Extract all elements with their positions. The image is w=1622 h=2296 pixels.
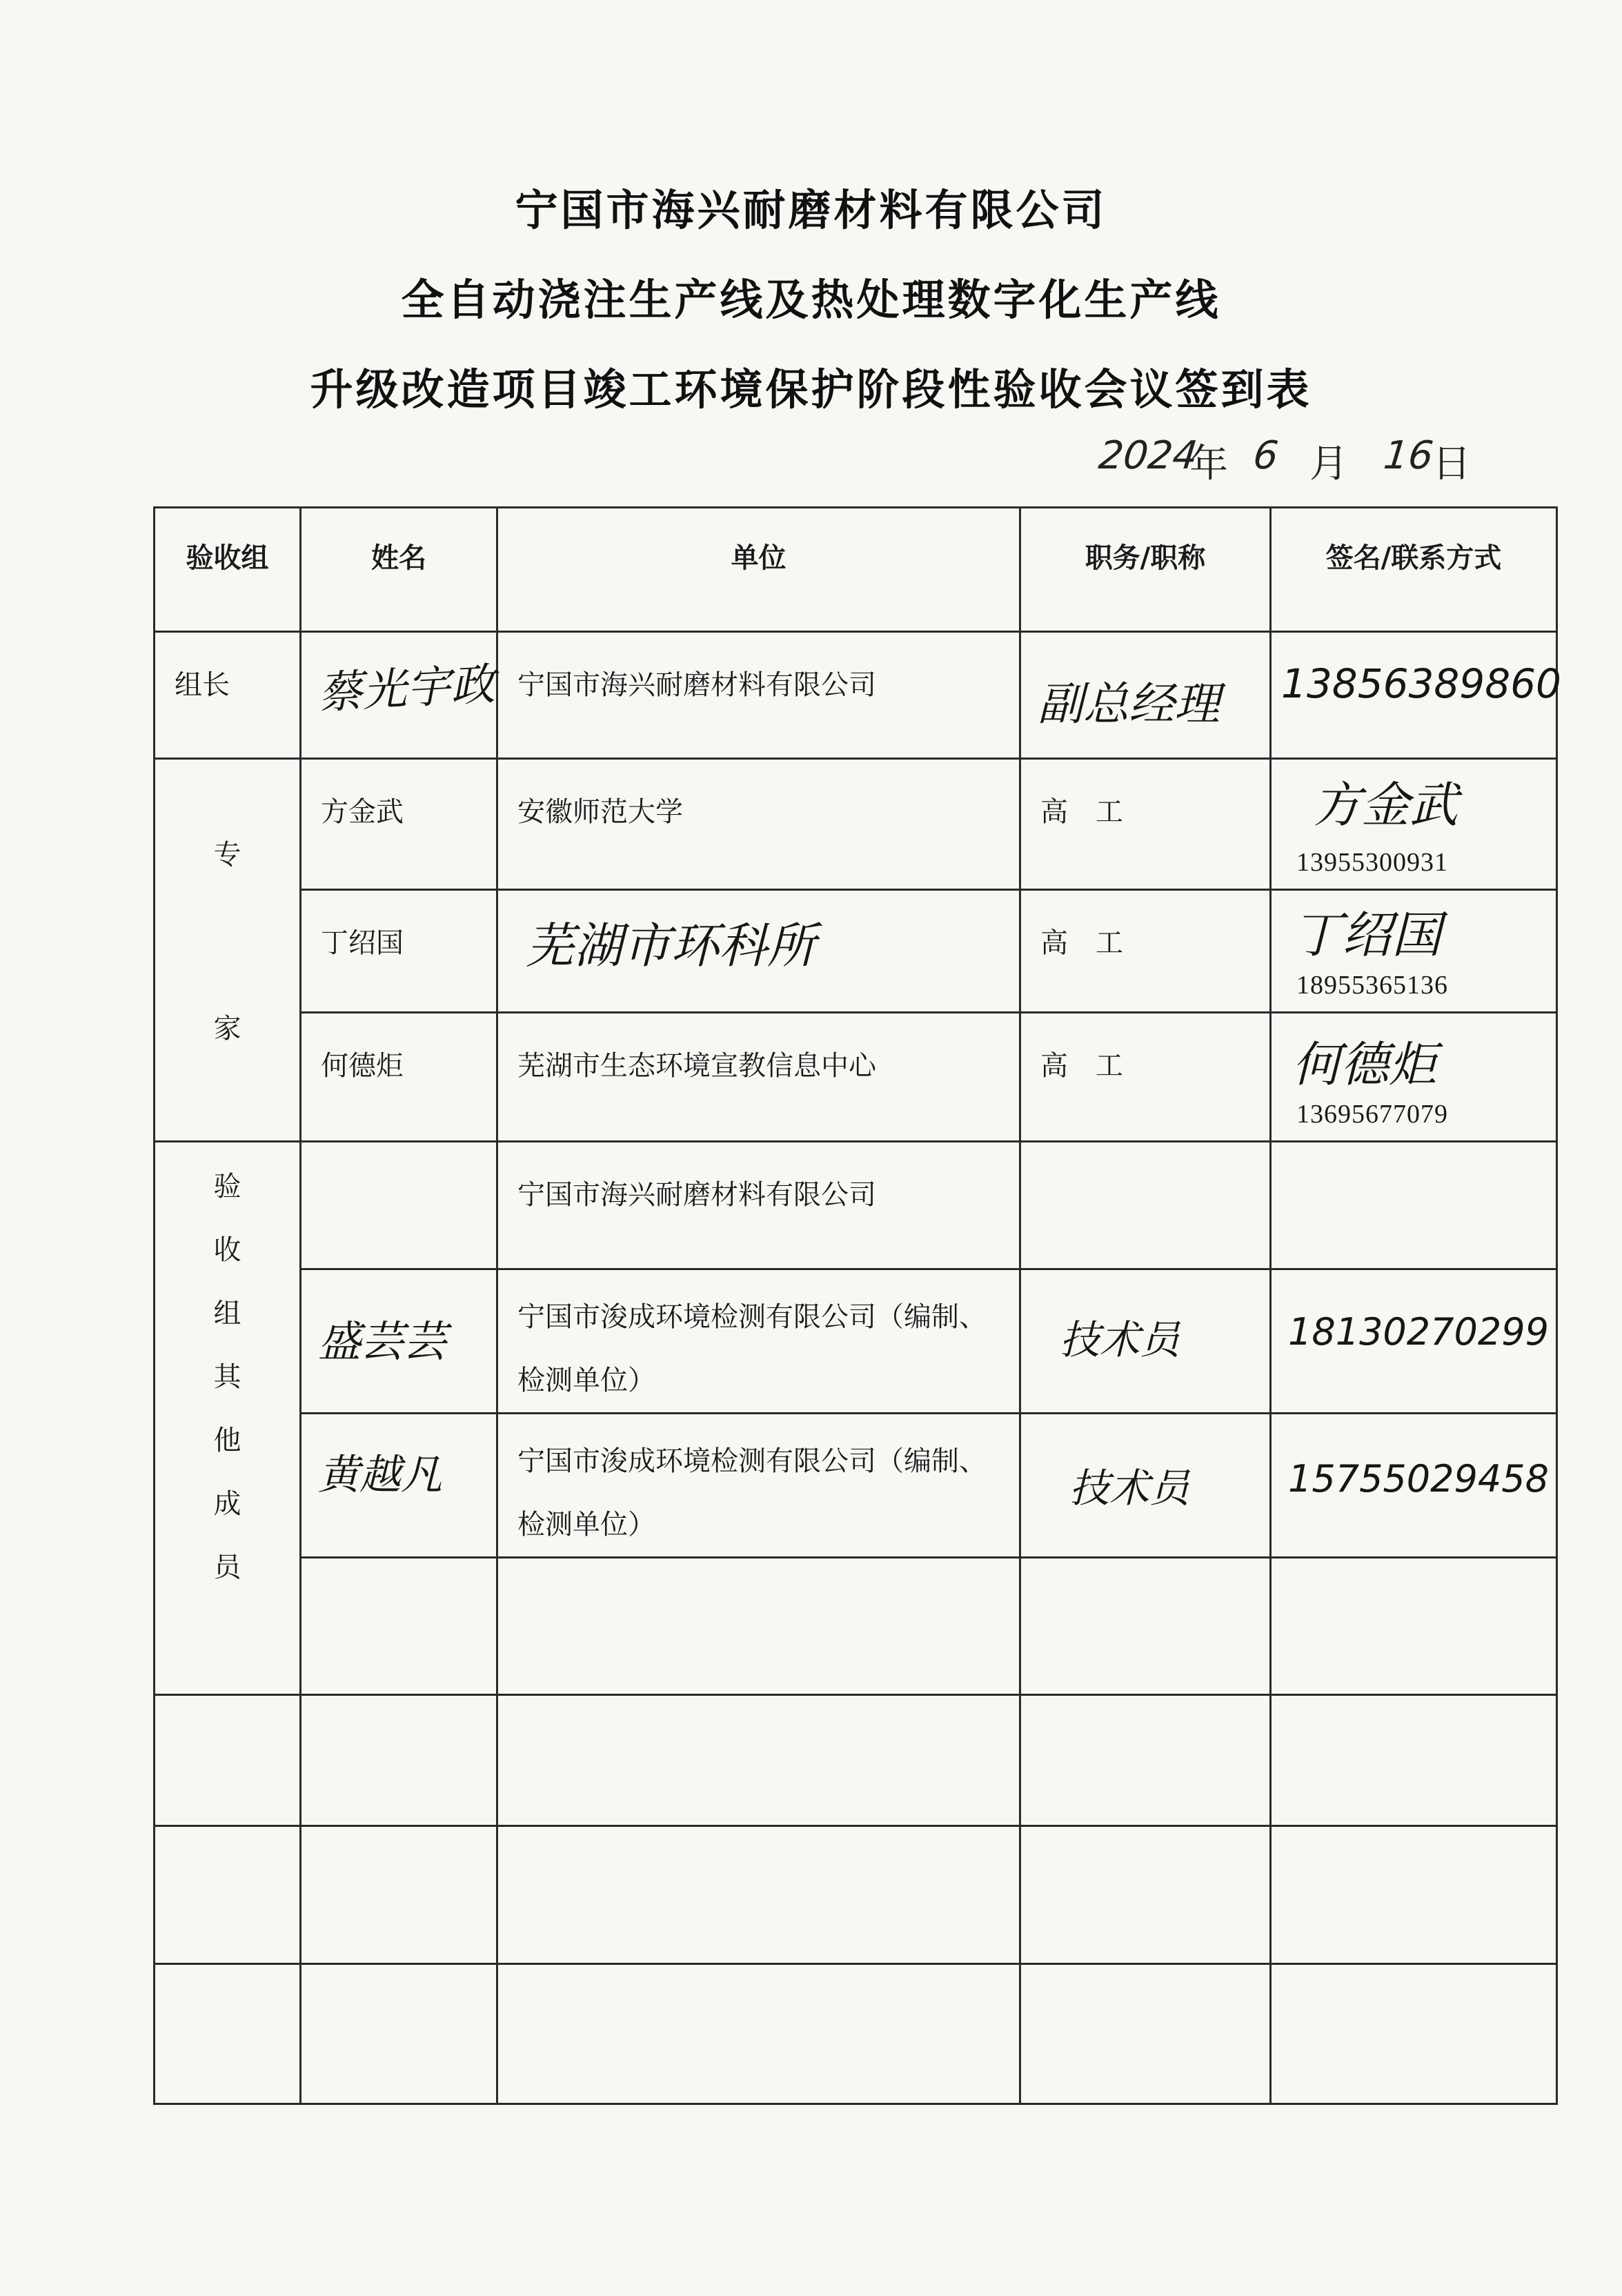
unit-text: 宁国市海兴耐磨材料有限公司 — [517, 1179, 876, 1211]
phone-text: 18955365136 — [1296, 971, 1448, 1000]
title-cell — [1020, 759, 1271, 890]
signature-cell — [1271, 1414, 1557, 1558]
unit-cell — [497, 1414, 1020, 1558]
unit-text: 芜湖市生态环境宣教信息中心 — [517, 1050, 876, 1082]
title-cell — [1020, 1013, 1271, 1142]
name-cell — [301, 1558, 497, 1695]
group-other-char-4: 其 — [213, 1361, 241, 1393]
title-text: 高 工 — [1040, 1050, 1123, 1082]
handwritten-title: 副总经理 — [1038, 677, 1220, 731]
date-day-unit: 日 — [1432, 442, 1471, 486]
unit-text: 宁国市浚成环境检测有限公司（编制、检测单位） — [517, 1445, 987, 1541]
title-cell — [1020, 1142, 1271, 1269]
sign-in-table — [153, 506, 1561, 2105]
signature-cell — [1271, 632, 1561, 759]
header-unit: 单位 — [497, 508, 1020, 632]
unit-text: 宁国市浚成环境检测有限公司（编制、检测单位） — [517, 1301, 987, 1396]
handwritten-phone: 15755029458 — [1288, 1457, 1549, 1501]
signature-cell — [1271, 1269, 1557, 1414]
handwritten-signature: 何德炬 — [1292, 1036, 1437, 1093]
phone-text: 13955300931 — [1296, 848, 1448, 877]
group-leader-label: 组长 — [175, 669, 230, 701]
unit-cell — [497, 1269, 1020, 1414]
name-cell — [301, 632, 497, 759]
header-name: 姓名 — [301, 508, 497, 632]
handwritten-signature: 方金武 — [1313, 777, 1458, 833]
signature-cell — [1271, 1013, 1557, 1142]
title-cell — [1020, 1558, 1271, 1695]
table-row — [155, 1558, 1557, 1695]
group-other-cell — [155, 1142, 301, 1695]
table-row — [155, 1695, 1557, 1826]
title-company: 宁国市海兴耐磨材料有限公司 — [515, 185, 1107, 235]
table-row — [155, 1826, 1557, 1964]
signature-cell — [1271, 1558, 1557, 1695]
table-row — [155, 759, 1557, 890]
date-month: 6 — [1251, 433, 1280, 478]
name-text: 何德炬 — [321, 1050, 404, 1082]
group-other-char-6: 成 — [213, 1488, 241, 1520]
group-expert-char-2: 家 — [213, 1013, 241, 1045]
table-row — [155, 632, 1557, 759]
table-row — [155, 1142, 1557, 1269]
unit-cell — [497, 632, 1020, 759]
header-group: 验收组 — [155, 508, 301, 632]
handwritten-title: 技术员 — [1069, 1465, 1190, 1512]
phone-text: 13695677079 — [1296, 1100, 1448, 1129]
title-project-line1: 全自动浇注生产线及热处理数字化生产线 — [401, 275, 1221, 325]
title-project-line2: 升级改造项目竣工环境保护阶段性验收会议签到表 — [310, 364, 1312, 415]
name-cell — [301, 759, 497, 890]
unit-cell — [497, 890, 1020, 1013]
name-text: 方金武 — [321, 796, 404, 828]
date-year: 2024 — [1096, 433, 1200, 478]
group-other-char-1: 验 — [213, 1171, 241, 1203]
header-title: 职务/职称 — [1020, 508, 1271, 632]
name-cell — [301, 1414, 497, 1558]
handwritten-unit: 芜湖市环科所 — [526, 918, 815, 974]
signature-cell — [1271, 1142, 1557, 1269]
group-other-char-3: 组 — [213, 1298, 241, 1329]
unit-text: 安徽师范大学 — [517, 796, 683, 828]
group-other-char-2: 收 — [213, 1234, 241, 1266]
handwritten-name: 蔡光宇政 — [317, 659, 497, 720]
table-row — [155, 890, 1557, 1013]
unit-cell — [497, 1013, 1020, 1142]
name-cell — [301, 890, 497, 1013]
signature-cell — [1271, 890, 1557, 1013]
date-month-unit: 月 — [1309, 442, 1348, 486]
group-other-char-7: 员 — [213, 1552, 241, 1583]
title-cell — [1020, 1269, 1271, 1414]
name-cell — [301, 1269, 497, 1414]
group-expert-char-1: 专 — [213, 839, 241, 871]
header-signature: 签名/联系方式 — [1271, 508, 1557, 632]
group-other-char-5: 他 — [213, 1425, 241, 1456]
handwritten-phone: 13856389860 — [1281, 660, 1561, 707]
signature-cell — [1271, 759, 1557, 890]
group-leader-cell — [155, 632, 301, 759]
name-cell — [301, 1013, 497, 1142]
date-day: 16 — [1381, 433, 1436, 478]
handwritten-title: 技术员 — [1060, 1316, 1180, 1363]
unit-text: 宁国市海兴耐磨材料有限公司 — [517, 669, 876, 701]
title-cell — [1020, 632, 1271, 759]
table-row — [155, 1269, 1557, 1414]
name-text: 丁绍国 — [321, 927, 404, 959]
unit-cell — [497, 1558, 1020, 1695]
group-expert-cell — [155, 759, 301, 1142]
handwritten-name: 黄越凡 — [318, 1451, 442, 1499]
title-cell — [1020, 890, 1271, 1013]
title-text: 高 工 — [1040, 796, 1123, 828]
title-cell — [1020, 1414, 1271, 1558]
table-header-row — [155, 508, 1557, 632]
name-cell — [301, 1142, 497, 1269]
table-row — [155, 1964, 1557, 2104]
table-row — [155, 1414, 1557, 1558]
handwritten-phone: 18130270299 — [1288, 1310, 1549, 1354]
table-row — [155, 1013, 1557, 1142]
date-year-unit: 年 — [1189, 442, 1228, 486]
unit-cell — [497, 1142, 1020, 1269]
title-text: 高 工 — [1040, 927, 1123, 959]
handwritten-name: 盛芸芸 — [318, 1316, 447, 1367]
unit-cell — [497, 759, 1020, 890]
handwritten-signature: 丁绍国 — [1292, 906, 1442, 964]
